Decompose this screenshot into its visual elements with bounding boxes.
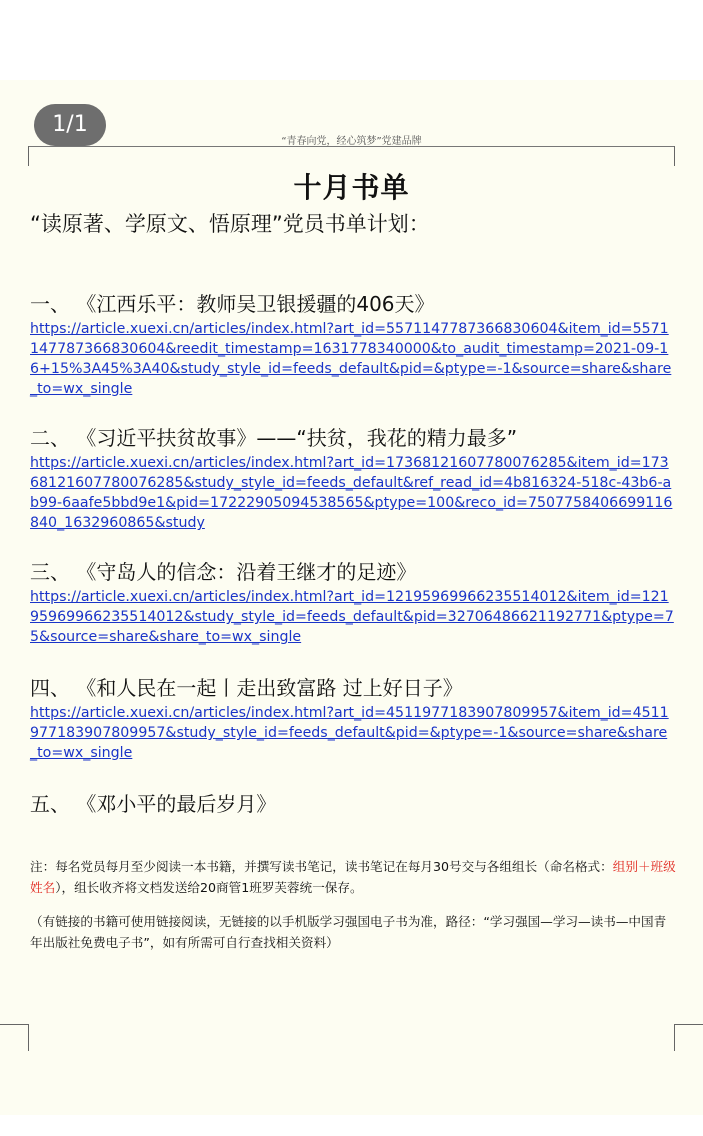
document-title: 十月书单 (293, 171, 410, 204)
book-title-3: 三、 《守岛人的信念：沿着王继才的足迹》 (30, 560, 417, 584)
note2-paragraph: （有链接的书籍可使用链接阅读，无链接的以手机版学习强国电子书为准，路径：“学习强国—学习—读书—中国青年出版社免费电子书”，如有所需可自行查找相关资料） (30, 914, 667, 950)
book-link-1[interactable]: https://article.xuexi.cn/articles/index.html?art_id=5571147787366830604&item_id=5571147787366830604&reedit_timestamp=1631778340000&to_audit_timestamp=2021-09-16+15%3A45%3A40&study_style_id=feeds_default&pid=&ptype=-1&source=share&share_to=wx_single (30, 321, 672, 397)
crop-mark-top-left (0, 146, 29, 166)
book-title-2: 二、 《习近平扶贫故事》——“扶贫，我花的精力最多” (30, 426, 518, 450)
book-title-4: 四、 《和人民在一起丨走出致富路 过上好日子》 (30, 676, 463, 700)
crop-mark-bottom-left (0, 1024, 29, 1051)
book-link-2[interactable]: https://article.xuexi.cn/articles/index.html?art_id=17368121607780076285&item_id=17368121607780076285&study_style_id=feeds_default&ref_read_id=4b816324-518c-43b6-ab99-6aafe5bbd9e1&pid=17222905094538565&ptype=100&reco_id=7507758406699116840_1632960865&study (30, 455, 673, 531)
book-link-4[interactable]: https://article.xuexi.cn/articles/index.html?art_id=4511977183907809957&item_id=4511977183907809957&study_style_id=feeds_default&pid=&ptype=-1&source=share&share_to=wx_single (30, 705, 669, 761)
book-link-3[interactable]: https://article.xuexi.cn/articles/index.html?art_id=12195969966235514012&item_id=12195969966235514012&study_style_id=feeds_default&pid=32706486621192771&ptype=75&source=share&share_to=wx_single (30, 589, 674, 645)
crop-mark-bottom-right (674, 1024, 703, 1051)
header-divider (28, 146, 675, 147)
crop-mark-top-right (674, 146, 703, 166)
book-title-1: 一、 《江西乐平：教师吴卫银援疆的406天》 (30, 292, 435, 316)
page-indicator: 1/1 (34, 104, 106, 146)
page-header: “青春向党，经心筑梦”党建品牌 (281, 136, 422, 147)
note-prefix: 注：每名党员每月至少阅读一本书籍，并撰写读书笔记，读书笔记在每月30号交与各组组长（命名格式： (30, 859, 613, 874)
document-page (0, 80, 703, 1115)
note-suffix: ），组长收齐将文档发送给20商管1班罗芙蓉统一保存。 (55, 880, 363, 895)
book-title-5: 五、 《邓小平的最后岁月》 (30, 792, 277, 816)
note-paragraph (30, 856, 678, 898)
document-subtitle: “读原著、学原文、悟原理”党员书单计划： (30, 212, 430, 236)
note-highlight: 组别＋班级姓名 (30, 859, 676, 895)
